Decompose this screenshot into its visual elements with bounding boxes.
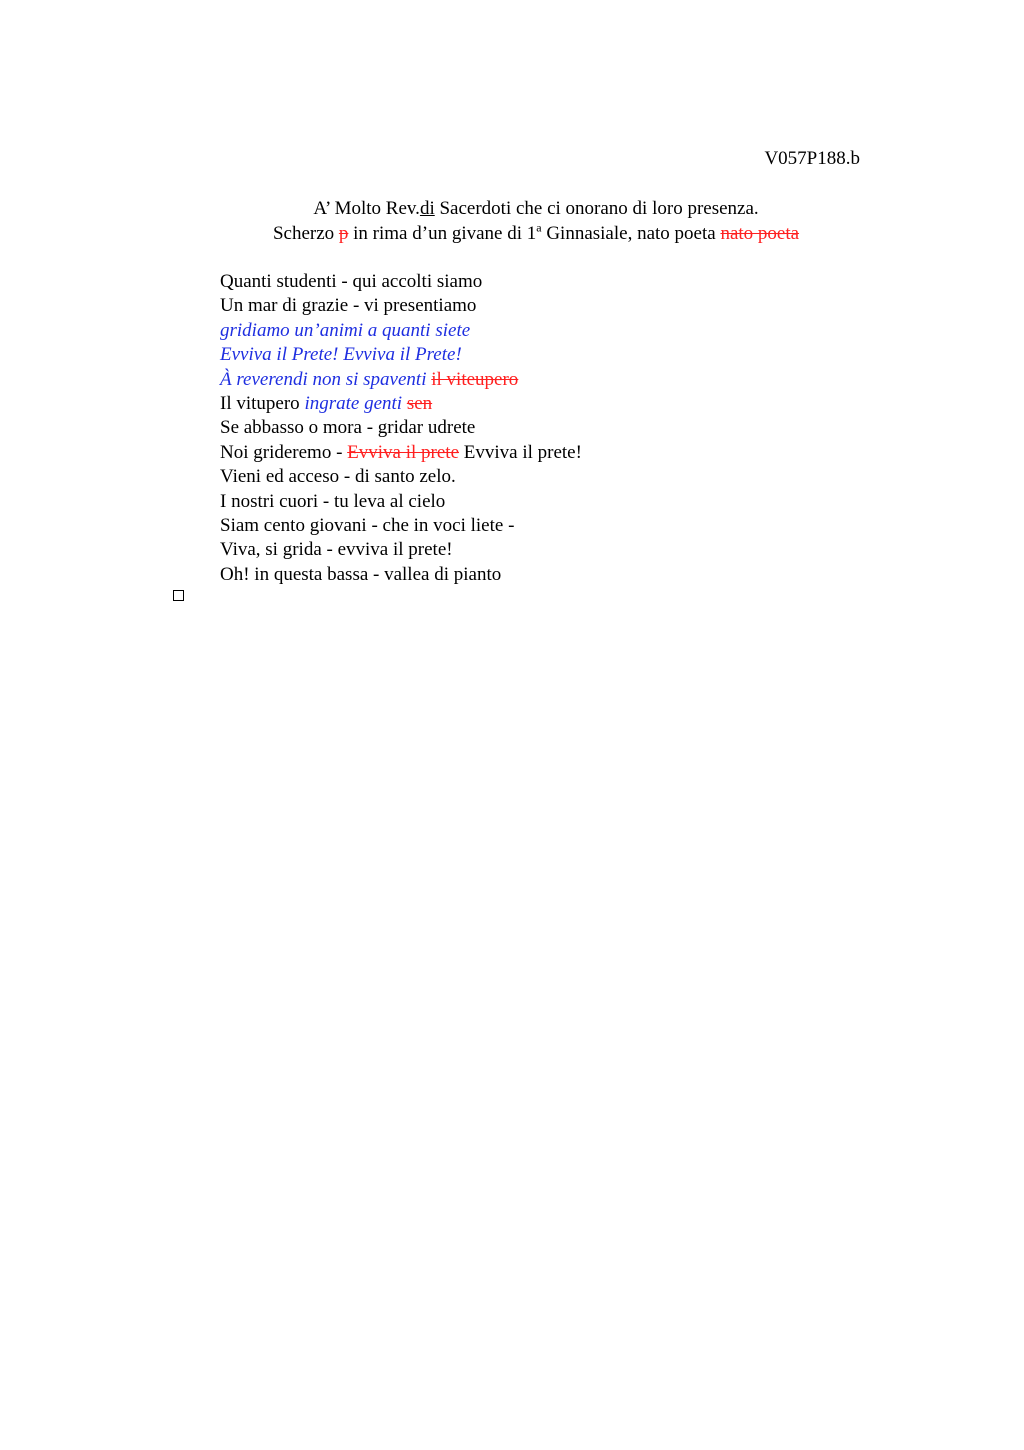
verse-1: Quanti studenti - qui accolti siamo <box>220 271 483 292</box>
subtitle-middle-2: Ginnasiale, nato poeta <box>541 223 721 244</box>
verse-5-insertion: À reverendi non si spaventi <box>220 368 427 390</box>
verse-7: Se abbasso o mora - gridar udrete <box>220 417 476 439</box>
verse-12: Viva, si grida - evviva il prete! <box>220 539 453 561</box>
verse-2: Un mar di grazie - vi presentiamo <box>220 295 477 317</box>
dedication-underlined-abbrev: di <box>419 198 435 219</box>
heading-line-dedication <box>0 196 1024 221</box>
verse-4-inserted: Evviva il Prete! Evviva il Prete! <box>220 344 462 366</box>
empty-checkbox[interactable] <box>173 590 184 601</box>
verse-6 <box>220 392 582 416</box>
dedication-text-end: Sacerdoti che ci onorano di loro presenza. <box>434 198 759 219</box>
subtitle-start: Scherzo <box>272 223 339 244</box>
verse-6-text: Il vitupero <box>220 393 300 415</box>
subtitle-deletion-1: p <box>338 223 349 244</box>
verse-10: I nostri cuori - tu leva al cielo <box>220 490 446 512</box>
verse-8-deletion: Evviva il prete <box>347 441 460 463</box>
verse-8 <box>220 441 582 465</box>
subtitle-deletion-2: nato poeta <box>720 223 800 244</box>
verse-9: Vieni ed acceso - di santo zelo. <box>220 466 456 488</box>
subtitle-middle-1: in rima d’un givane di 1 <box>348 223 537 244</box>
verse-8-text: Noi grideremo - <box>220 441 343 463</box>
verse-5-deletion: il viteupero <box>431 368 519 390</box>
verse-11: Siam cento giovani - che in voci liete - <box>220 515 515 537</box>
heading-line-subtitle <box>0 221 1024 246</box>
verse-3-inserted: gridiamo un’animi a quanti siete <box>220 319 471 341</box>
verse-6-insertion: ingrate genti <box>304 393 403 415</box>
dedication-text-start: A’ Molto Rev. <box>313 198 420 219</box>
verse-8-text-after: Evviva il prete! <box>463 441 582 463</box>
verse-6-deletion: sen <box>406 393 433 415</box>
verse-5 <box>220 368 582 392</box>
page-identifier: V057P188.b <box>764 148 860 169</box>
verse-13: Oh! in questa bassa - vallea di pianto <box>220 563 502 585</box>
poem-body <box>220 270 582 587</box>
heading <box>0 196 1024 246</box>
ordinal-superscript: a <box>536 220 542 235</box>
